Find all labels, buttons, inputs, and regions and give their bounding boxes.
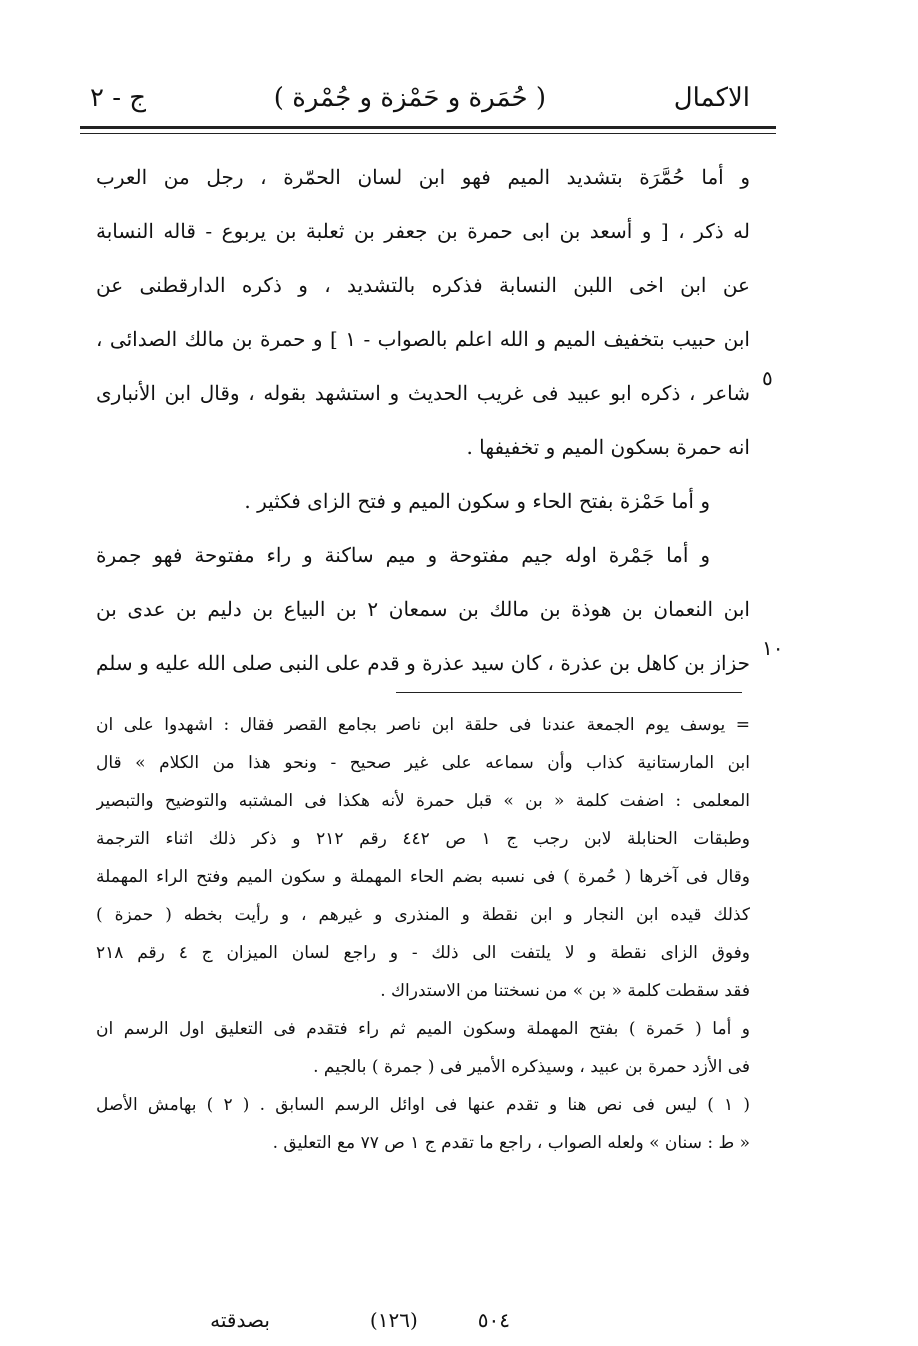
main-line-9: ابن النعمان بن هوذة بن مالك بن سمعان ٢ بن البياع بن دليم بن عدى بن [96,597,750,621]
note-line-6: كذلك قيده ابن النجار و ابن نقطة و المنذرى و غيرهم ، و رأيت بخطه ( حمزة ) [96,905,750,925]
footer-signature: بصدقته [210,1308,270,1332]
volume-label: ج - ٢ [90,83,147,113]
footnote-rule [396,692,742,693]
footnotes [96,706,750,1162]
page-number: ٥٠٤ [477,1308,510,1332]
note-line-11: ( ١ ) ليس فى نص هنا و تقدم عنها فى اوائل الرسم السابق . ( ٢ ) بهامش الأصل [96,1095,750,1115]
note-line-2: ابن المارستانية كذاب وأن سماعه على غير صحيح - ونحو هذا من الكلام » قال [96,753,750,773]
sheet-number: (١٢٦) [369,1308,418,1332]
note-line-1: = يوسف يوم الجمعة عندنا فى حلقة ابن ناصر بجامع القصر فقال : اشهدوا على ان [96,715,750,735]
section-title: ( حُمَرة و حَمْزة و جُمْرة ) [273,83,546,113]
main-line-7: و أما حَمْزة بفتح الحاء و سكون الميم و فتح الزاى فكثير . [244,489,710,513]
line-number-10: ١٠ [762,636,784,660]
main-line-8: و أما جَمْرة اوله جيم مفتوحة و ميم ساكنة و راء مفتوحة فهو جمرة [96,543,710,567]
main-line-10: حزاز بن كاهل بن عذرة ، كان سيد عذرة و قدم على النبى صلى الله عليه و سلم [96,651,750,675]
header-rule-thick [80,126,776,129]
note-line-3: المعلمى : اضفت كلمة « بن » قبل حمرة لأنه هكذا فى المشتبه والتوضيح والتبصير [96,791,750,811]
book-title: الاكمال [673,83,750,113]
main-text [96,150,750,690]
main-line-3: عن ابن اخى اللبن النسابة فذكره بالتشديد ، و ذكره الدارقطنى عن [96,273,750,297]
page-footer [110,1302,710,1338]
main-line-4: ابن حبيب بتخفيف الميم و الله اعلم بالصواب - ١ ] و حمرة بن مالك الصدائى ، [96,327,750,351]
main-line-5: شاعر ، ذكره ابو عبيد فى غريب الحديث و استشهد بقوله ، وقال ابن الأنبارى [96,381,750,405]
note-line-5: وقال فى آخرها ( حُمرة ) فى نسبه بضم الحاء المهملة و سكون الميم وفتح الراء المهملة [96,867,750,887]
note-line-10: فى الأزد حمرة بن عبيد ، وسيذكره الأمير فى ( جمرة ) بالجيم . [313,1057,750,1077]
running-header [90,78,750,118]
note-line-4: وطبقات الحنابلة لابن رجب ج ١ ص ٤٤٢ رقم ٢١٢ و ذكر ذلك اثناء الترجمة [96,829,750,849]
header-rule-thin [80,133,776,134]
note-line-12: « ط : سنان » ولعله الصواب ، راجع ما تقدم ج ١ ص ٧٧ مع التعليق . [272,1133,750,1153]
note-line-9: و أما ( حَمرة ) بفتح المهملة وسكون الميم ثم راء فتقدم فى التعليق اول الرسم ان [96,1019,750,1039]
main-line-1: و أما حُمَّرَة بتشديد الميم فهو ابن لسان الحمّرة ، رجل من العرب [96,165,750,189]
note-line-8: فقد سقطت كلمة « بن » من نسختنا من الاستدراك . [380,981,750,1001]
main-line-2: له ذكر ، [ و أسعد بن ابى حمرة بن جعفر بن ثعلبة بن يربوع - قاله النسابة [96,219,750,243]
note-line-7: وفوق الزاى نقطة و لا يلتفت الى ذلك - و راجع لسان الميزان ج ٤ رقم ٢١٨ [96,943,750,963]
line-number-5: ٥ [762,366,773,390]
main-line-6: انه حمرة بسكون الميم و تخفيفها . [466,435,750,459]
